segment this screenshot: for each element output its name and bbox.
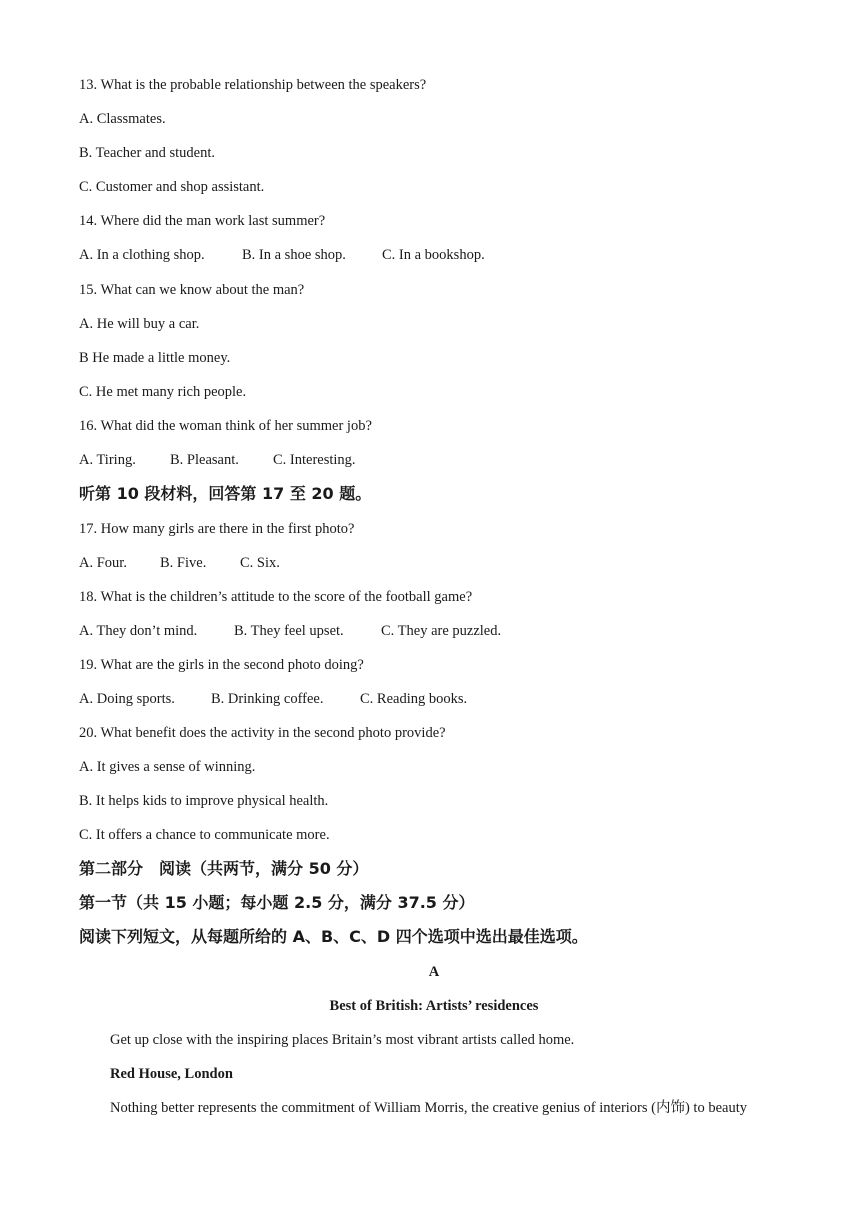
question-14: 14. Where did the man work last summer? — [79, 213, 326, 229]
option-17b: B. Five. — [160, 555, 207, 571]
option-20b: B. It helps kids to improve physical health. — [79, 793, 329, 809]
passage-title: Best of British: Artists’ residences — [329, 998, 539, 1014]
passage-label: A — [428, 964, 440, 980]
option-18b: B. They feel upset. — [234, 623, 344, 639]
question-20: 20. What benefit does the activity in the second photo provide? — [79, 725, 446, 741]
question-18: 18. What is the children’s attitude to the score of the football game? — [79, 589, 473, 605]
question-15: 15. What can we know about the man? — [79, 282, 305, 298]
option-20a: A. It gives a sense of winning. — [79, 759, 256, 775]
option-20c: C. It offers a chance to communicate more. — [79, 827, 330, 843]
option-13c: C. Customer and shop assistant. — [79, 179, 265, 195]
passage-intro: Get up close with the inspiring places Britain’s most vibrant artists called home. — [110, 1032, 575, 1048]
options-16 — [79, 451, 356, 469]
option-17c: C. Six. — [240, 555, 280, 571]
option-16a: A. Tiring. — [79, 452, 136, 468]
section-heading-10: 听第 10 段材料，回答第 17 至 20 题。 — [79, 484, 372, 503]
option-19a: A. Doing sports. — [79, 691, 175, 707]
options-19 — [79, 690, 467, 708]
part2-heading: 第二部分 阅读（共两节，满分 50 分） — [79, 859, 369, 878]
section1-heading: 第一节（共 15 小题；每小题 2.5 分，满分 37.5 分） — [79, 893, 475, 912]
option-17a: A. Four. — [79, 555, 127, 571]
question-17: 17. How many girls are there in the first photo? — [79, 521, 355, 537]
option-15a: A. He will buy a car. — [79, 316, 200, 332]
option-16c: C. Interesting. — [273, 452, 356, 468]
options-14 — [79, 246, 485, 264]
option-13a: A. Classmates. — [79, 111, 166, 127]
option-15b: B He made a little money. — [79, 350, 231, 366]
options-18 — [79, 622, 501, 640]
option-14a: A. In a clothing shop. — [79, 247, 205, 263]
passage-paragraph: Nothing better represents the commitment of William Morris, the creative genius of interiors (内饰) to beauty — [110, 1100, 747, 1116]
option-15c: C. He met many rich people. — [79, 384, 247, 400]
option-13b: B. Teacher and student. — [79, 145, 216, 161]
option-19c: C. Reading books. — [360, 691, 468, 707]
options-17 — [79, 554, 280, 572]
question-16: 16. What did the woman think of her summer job? — [79, 418, 372, 434]
option-14c: C. In a bookshop. — [382, 247, 485, 263]
option-16b: B. Pleasant. — [170, 452, 239, 468]
question-19: 19. What are the girls in the second photo doing? — [79, 657, 364, 673]
option-14b: B. In a shoe shop. — [242, 247, 346, 263]
option-18a: A. They don’t mind. — [79, 623, 198, 639]
option-18c: C. They are puzzled. — [381, 623, 502, 639]
reading-instruction: 阅读下列短文，从每题所给的 A、B、C、D 四个选项中选出最佳选项。 — [79, 927, 588, 946]
question-13: 13. What is the probable relationship between the speakers? — [79, 77, 427, 93]
option-19b: B. Drinking coffee. — [211, 691, 324, 707]
passage-subheading: Red House, London — [110, 1066, 233, 1082]
